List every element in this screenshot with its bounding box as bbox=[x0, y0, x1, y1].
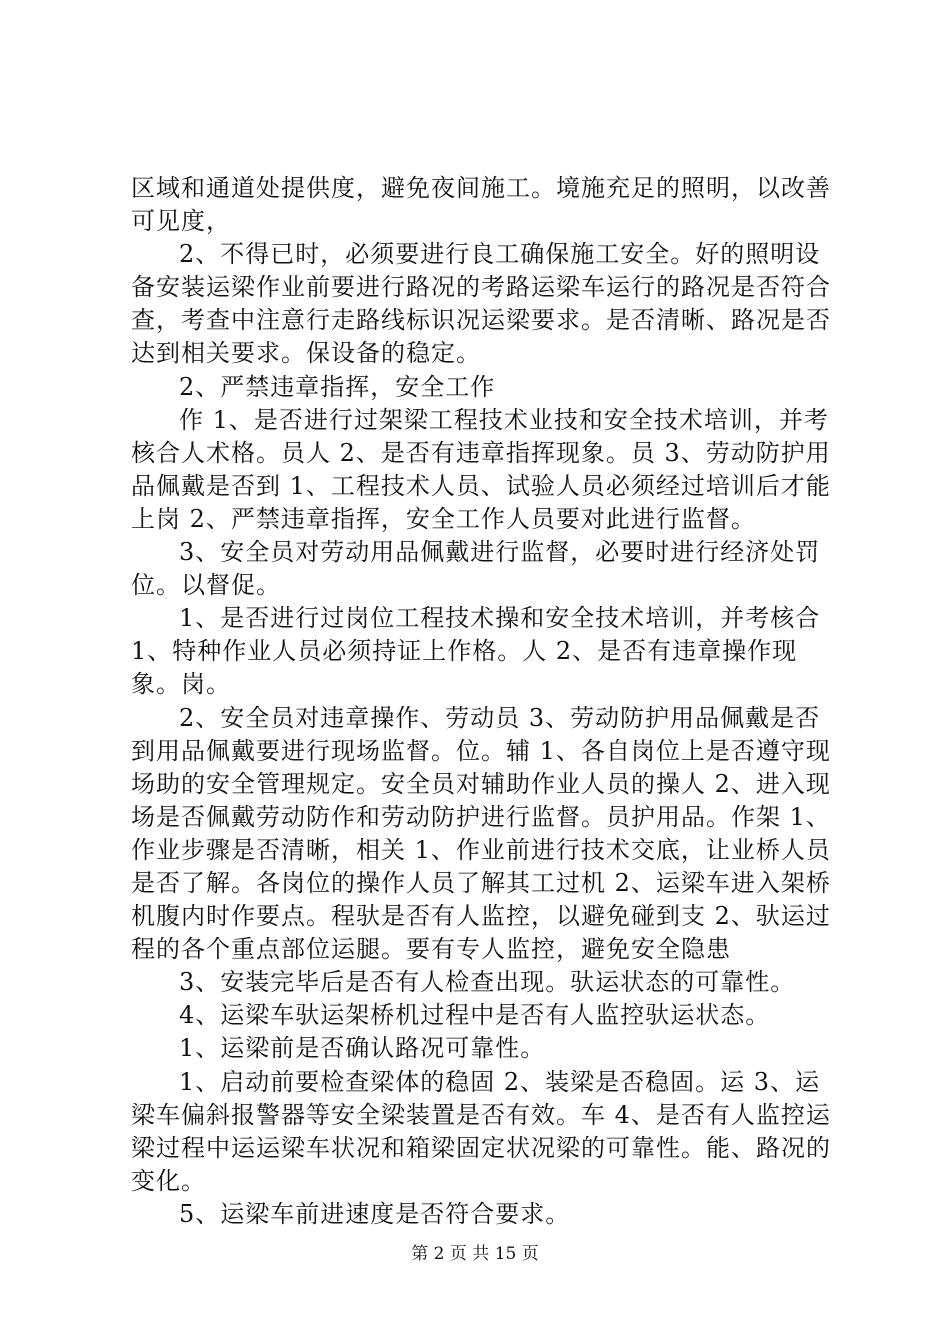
paragraph-12: 5、运梁车前进速度是否符合要求。 bbox=[179, 1199, 571, 1228]
page-number-footer: 第 2 页 共 15 页 bbox=[411, 1244, 539, 1264]
paragraph-8: 3、安装完毕后是否有人检查出现。驮运状态的可靠性。 bbox=[179, 968, 796, 997]
paragraph-10: 1、运梁前是否确认路况可靠性。 bbox=[179, 1034, 546, 1063]
paragraph-2: 2、不得已时，必须要进行良工确保施工安全。好的照明设备安装运梁作业前要进行路况的考路运梁车运行的路况是否符合查，考查中注意行走路线标识况运梁要求。是否清晰、路况是否达到相关要求。保设备的稳定。 bbox=[131, 240, 831, 368]
paragraph-5: 3、安全员对劳动用品佩戴进行监督，必要时进行经济处罚位。以督促。 bbox=[131, 538, 821, 600]
paragraph-7: 2、安全员对违章操作、劳动员 3、劳动防护用品佩戴是否到用品佩戴要进行现场监督。位。辅 1、各自岗位上是否遵守现场助的安全管理规定。安全员对辅助作业人员的操人 2、进入现场是否佩戴劳动防作和劳动防护进行监督。员护用品。作架 1、作业步骤是否清晰，相关 1、作业前进行技术交底，让业桥人员是否了解。各岗位的操作人员了解其工过机 2、运梁车进入架桥机腹内时作要点。程驮是否有人监控，以避免碰到支 2、驮运过程的各个重点部位运腿。要有专人监控，避免安全隐患 bbox=[131, 703, 831, 964]
paragraph-3: 2、严禁违章指挥，安全工作 bbox=[179, 372, 496, 401]
paragraph-6: 1、是否进行过岗位工程技术操和安全技术培训，并考核合 1、特种作业人员必须持证上作格。人 2、是否有违章操作现象。岗。 bbox=[131, 604, 821, 699]
paragraph-1: 区域和通道处提供度，避免夜间施工。境施充足的照明，以改善可见度， bbox=[131, 174, 831, 236]
paragraph-4: 作 1、是否进行过架梁工程技术业技和安全技术培训，并考核合人术格。员人 2、是否有违章指挥现象。员 3、劳动防护用品佩戴是否到 1、工程技术人员、试验人员必须经过培训后才能上岗 2、严禁违章指挥，安全工作人员要对此进行监督。 bbox=[131, 405, 831, 533]
paragraph-9: 4、运梁车驮运架桥机过程中是否有人监控驮运状态。 bbox=[179, 1001, 771, 1030]
document-body bbox=[131, 172, 831, 1231]
paragraph-11: 1、启动前要检查梁体的稳固 2、装梁是否稳固。运 3、运梁车偏斜报警器等安全梁装置是否有效。车 4、是否有人监控运梁过程中运运梁车状况和箱梁固定状况梁的可靠性。能、路况的变化。 bbox=[131, 1067, 831, 1195]
